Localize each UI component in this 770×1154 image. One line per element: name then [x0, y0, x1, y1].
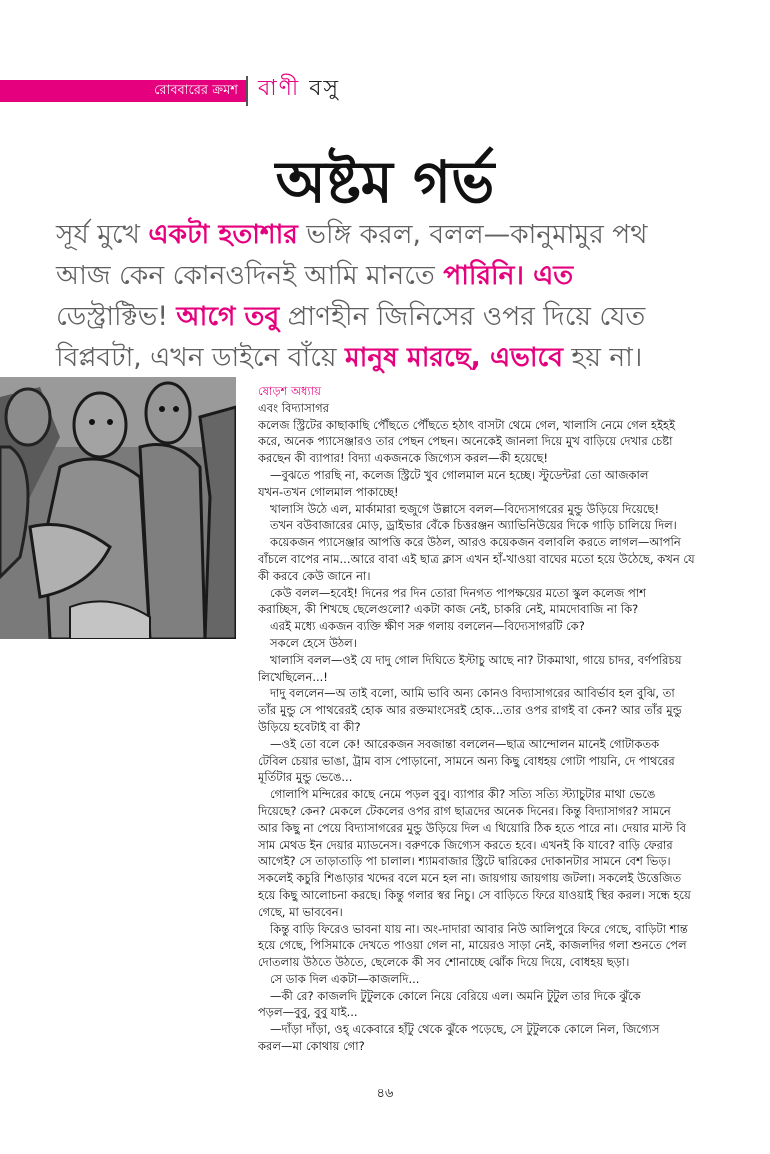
quote-text: আজ কেন কোনওদিনই আমি মানতে: [56, 260, 444, 291]
body-line: হয়ে কিছু আলোচনা করছে। কিন্তু গলার স্বর নিচু। সে বাড়িতে ফিরে যাওয়াই স্থির করল। সন্ধে হয়ে: [258, 887, 691, 902]
body-line: তাঁর মুন্ডু সে পাথরেরই হোক আর রক্তমাংসেরই হোক...তার ওপর রাগই বা কেন? আর তাঁর মুন্ডু: [258, 703, 682, 718]
body-line: এরই মধ্যে একজন ব্যক্তি ক্ষীণ সরু গলায় বললেন—বিদ্যেসাগরটি কে?: [270, 619, 585, 634]
author-first-name: বাণী: [258, 76, 301, 101]
body-line: আর কিছু না পেয়ে বিদ্যাসাগরের মুন্ডু উড়িয়ে দিল এ থিয়োরি ঠিক হতে পারে না। দেয়ার মাস্ট বি: [258, 820, 687, 835]
pull-quote-line: [56, 255, 746, 296]
body-line: দিয়েছে? কেন? মেকলে টেকলের ওপর রাগ ছাত্রদের অনেক দিনের। কিন্তু বিদ্যাসাগর? সামনে: [258, 803, 671, 818]
quote-text: সূর্য মুখে: [56, 219, 149, 250]
body-line: করছেন কী ব্যাপার! বিদ্যা একজনকে জিগ্যেস করল—কী হয়েছে!: [258, 451, 548, 466]
body-line: গেছে, মা ভাববেন।: [258, 904, 343, 919]
header-divider: [246, 76, 248, 106]
body-line: খালাসি বলল—ওই যে দাদু গোল দিঘিতে ইস্টাচু আছে না? টাকমাথা, গায়ে চাদর, বর্ণপরিচয়: [270, 652, 682, 667]
body-line: হয়ে গেছে, পিসিমাকে দেখতে পাওয়া গেল না, মায়েরও সাড়া নেই, কাজলদির গলা শুনতে পেল: [258, 938, 687, 953]
pull-quote-line: [56, 337, 746, 378]
body-line: দাদু বললেন—অ তাই বলো, আমি ভাবি অন্য কোনও বিদ্যাসাগরের আবির্ভাব হল বুঝি, তা: [270, 686, 675, 701]
body-line: আগেই? সে তাড়াতাড়ি পা চালাল। শ্যামবাজার স্ট্রিটে দ্বারিকের দোকানটার সামনে বেশ ভিড়।: [258, 854, 671, 869]
body-line: টেবিল চেয়ার ভাঙা, ট্রাম বাস পোড়ানো, সামনে অন্য কিছু বোধহয় গোটা পায়নি, দে পাথরের: [258, 753, 675, 768]
page-number: ৪৬: [376, 1086, 394, 1101]
body-line: —বুঝতে পারছি না, কলেজ স্ট্রিটে খুব গোলমাল মনে হচ্ছে। স্টুডেন্টরা তো আজকাল: [270, 467, 649, 482]
body-line: —দাঁড়া দাঁড়া, ওহ্ একেবারে হাঁটু থেকে ঝুঁকে পড়েছে, সে টুটুলকে কোলে নিল, জিগ্যেস: [270, 1022, 660, 1037]
pull-quote-line: [56, 296, 746, 337]
page-title: অষ্টম গর্ভ: [275, 148, 495, 216]
body-line: কয়েকজন প্যাসেঞ্জার আপত্তি করে উঠল, আরও কয়েকজন বলাবলি করতে লাগল—আপনি: [270, 535, 681, 550]
body-line: বাঁচলে বাপের নাম...আরে বাবা এই ছাত্র ক্লাস এখন হাঁ-খাওয়া বাঘের মতো হয়ে উঠেছে, কখন যে: [258, 551, 695, 566]
body-line: কেউ বলল—হবেই! দিনের পর দিন তোরা দিনগত পাপক্ষয়ের মতো স্কুল কলেজ পাশ: [270, 585, 646, 600]
section-heading: এবং বিদ্যাসাগর: [258, 400, 329, 415]
body-line: —কী রে? কাজলদি টুটুলকে কোলে নিয়ে বেরিয়ে এল। অমনি টুটুল তার দিকে ঝুঁকে: [270, 988, 641, 1003]
illustration-svg: [0, 377, 236, 639]
body-line: খালাসি উঠে এল, মার্কামারা হুজুগে উল্লাসে বলল—বিদ্যেসাগরের মুন্ডু উড়িয়ে দিয়েছে!: [270, 501, 660, 516]
body-line: করাচ্ছিস, কী শিখছে ছেলেগুলো? একটা কাজ নেই, চাকরি নেই, মামদোবাজি না কি?: [258, 602, 639, 617]
quote-highlight: মানুষ মারছে, এভাবে: [344, 342, 563, 373]
body-line: কলেজ স্ট্রিটের কাছাকাছি পৌঁছতে পৌঁছতে হঠাৎ বাসটা থেমে গেল, খালাসি নেমে গেল হইহই: [258, 417, 676, 432]
body-line: সকলেই কচুরি শিঙাড়ার খদ্দের বলে মনে হল না। জায়গায় জায়গায় জটলা। সকলেই উত্তেজিত: [258, 871, 682, 886]
body-line: তখন বউবাজারের মোড়, ড্রাইভার বেঁকে চিত্তরঞ্জন অ্যাভিনিউয়ের দিকে গাড়ি চালিয়ে দিল।: [270, 518, 677, 533]
body-line: সকলে হেসে উঠল।: [270, 635, 357, 650]
body-line: দোতলায় উঠতে উঠতে, ছেলেকে কী সব শোনাচ্ছে ঝোঁক দিয়ে দিয়ে, বোধহয় ছড়া।: [258, 955, 630, 970]
body-line: —ওই তো বলে কে! আরেকজন সবজান্তা বললেন—ছাত্র আন্দোলন মানেই গোটাকতক: [270, 736, 660, 751]
pull-quote-line: [56, 214, 746, 255]
chapter-heading: ষোড়শ অধ্যায়: [258, 384, 321, 398]
quote-text: প্রাণহীন জিনিসের ওপর দিয়ে যেত: [279, 301, 646, 332]
body-line: মূর্তিটার মুন্ডু ভেঙে...: [258, 770, 353, 785]
body-line: কী করবে কেউ জানে না।: [258, 568, 371, 583]
body-line: উড়িয়ে হবেটাই বা কী?: [258, 719, 361, 734]
quote-text: ডেস্ট্রাক্টিভ!: [56, 301, 177, 332]
body-line: কিন্তু বাড়ি ফিরেও ভাবনা যায় না। অং-দাদারা আবার নিউ আলিপুরে ফিরে গেছে, বাড়িটা শান্ত: [270, 921, 688, 936]
series-label: রোববারের ক্রমশ: [154, 83, 238, 98]
quote-text: বিপ্লবটা, এখন ডাইনে বাঁয়ে: [56, 342, 345, 373]
body-line: করল—মা কোথায় গো?: [258, 1039, 365, 1054]
body-line: যখন-তখন গোলমাল পাকাচ্ছে!: [258, 484, 399, 499]
author-name: [258, 74, 340, 104]
series-banner: [0, 80, 246, 102]
author-last-name: বসু: [309, 76, 341, 101]
article-body: [258, 383, 728, 1055]
body-line: করে, অনেক প্যাসেঞ্জারও তার পেছন পেছন। অনেকেই জানলা দিয়ে মুখ বাড়িয়ে দেখার চেষ্টা: [258, 434, 673, 449]
quote-highlight: আগে তবু: [176, 301, 280, 332]
body-line: পড়ল—বুবু, বুবু যাই...: [258, 1005, 358, 1020]
quote-text: হয় না।: [562, 342, 643, 373]
body-line: সে ডাক দিল একটা—কাজলদি...: [270, 971, 420, 986]
quote-text: ভঙ্গি করল, বলল—কানুমামুর পথ: [297, 219, 648, 250]
body-line: সাম মেথড ইন দেয়ার ম্যাডনেস। বরুণকে জিগ্যেস করতে হবে। এখনই কি যাবে? বাড়ি ফেরার: [258, 837, 673, 852]
body-line: লিখেছিলেন...!: [258, 669, 328, 684]
body-line: গোলাপি মন্দিরের কাছে নেমে পড়ল বুবু। ব্যাপার কী? সত্যি সত্যি স্ট্যাচুটার মাথা ভেঙে: [270, 787, 656, 802]
quote-highlight: পারিনি। এত: [443, 260, 574, 291]
pull-quote: [56, 214, 746, 378]
illustration-image: [0, 377, 236, 639]
quote-highlight: একটা হতাশার: [148, 219, 298, 250]
